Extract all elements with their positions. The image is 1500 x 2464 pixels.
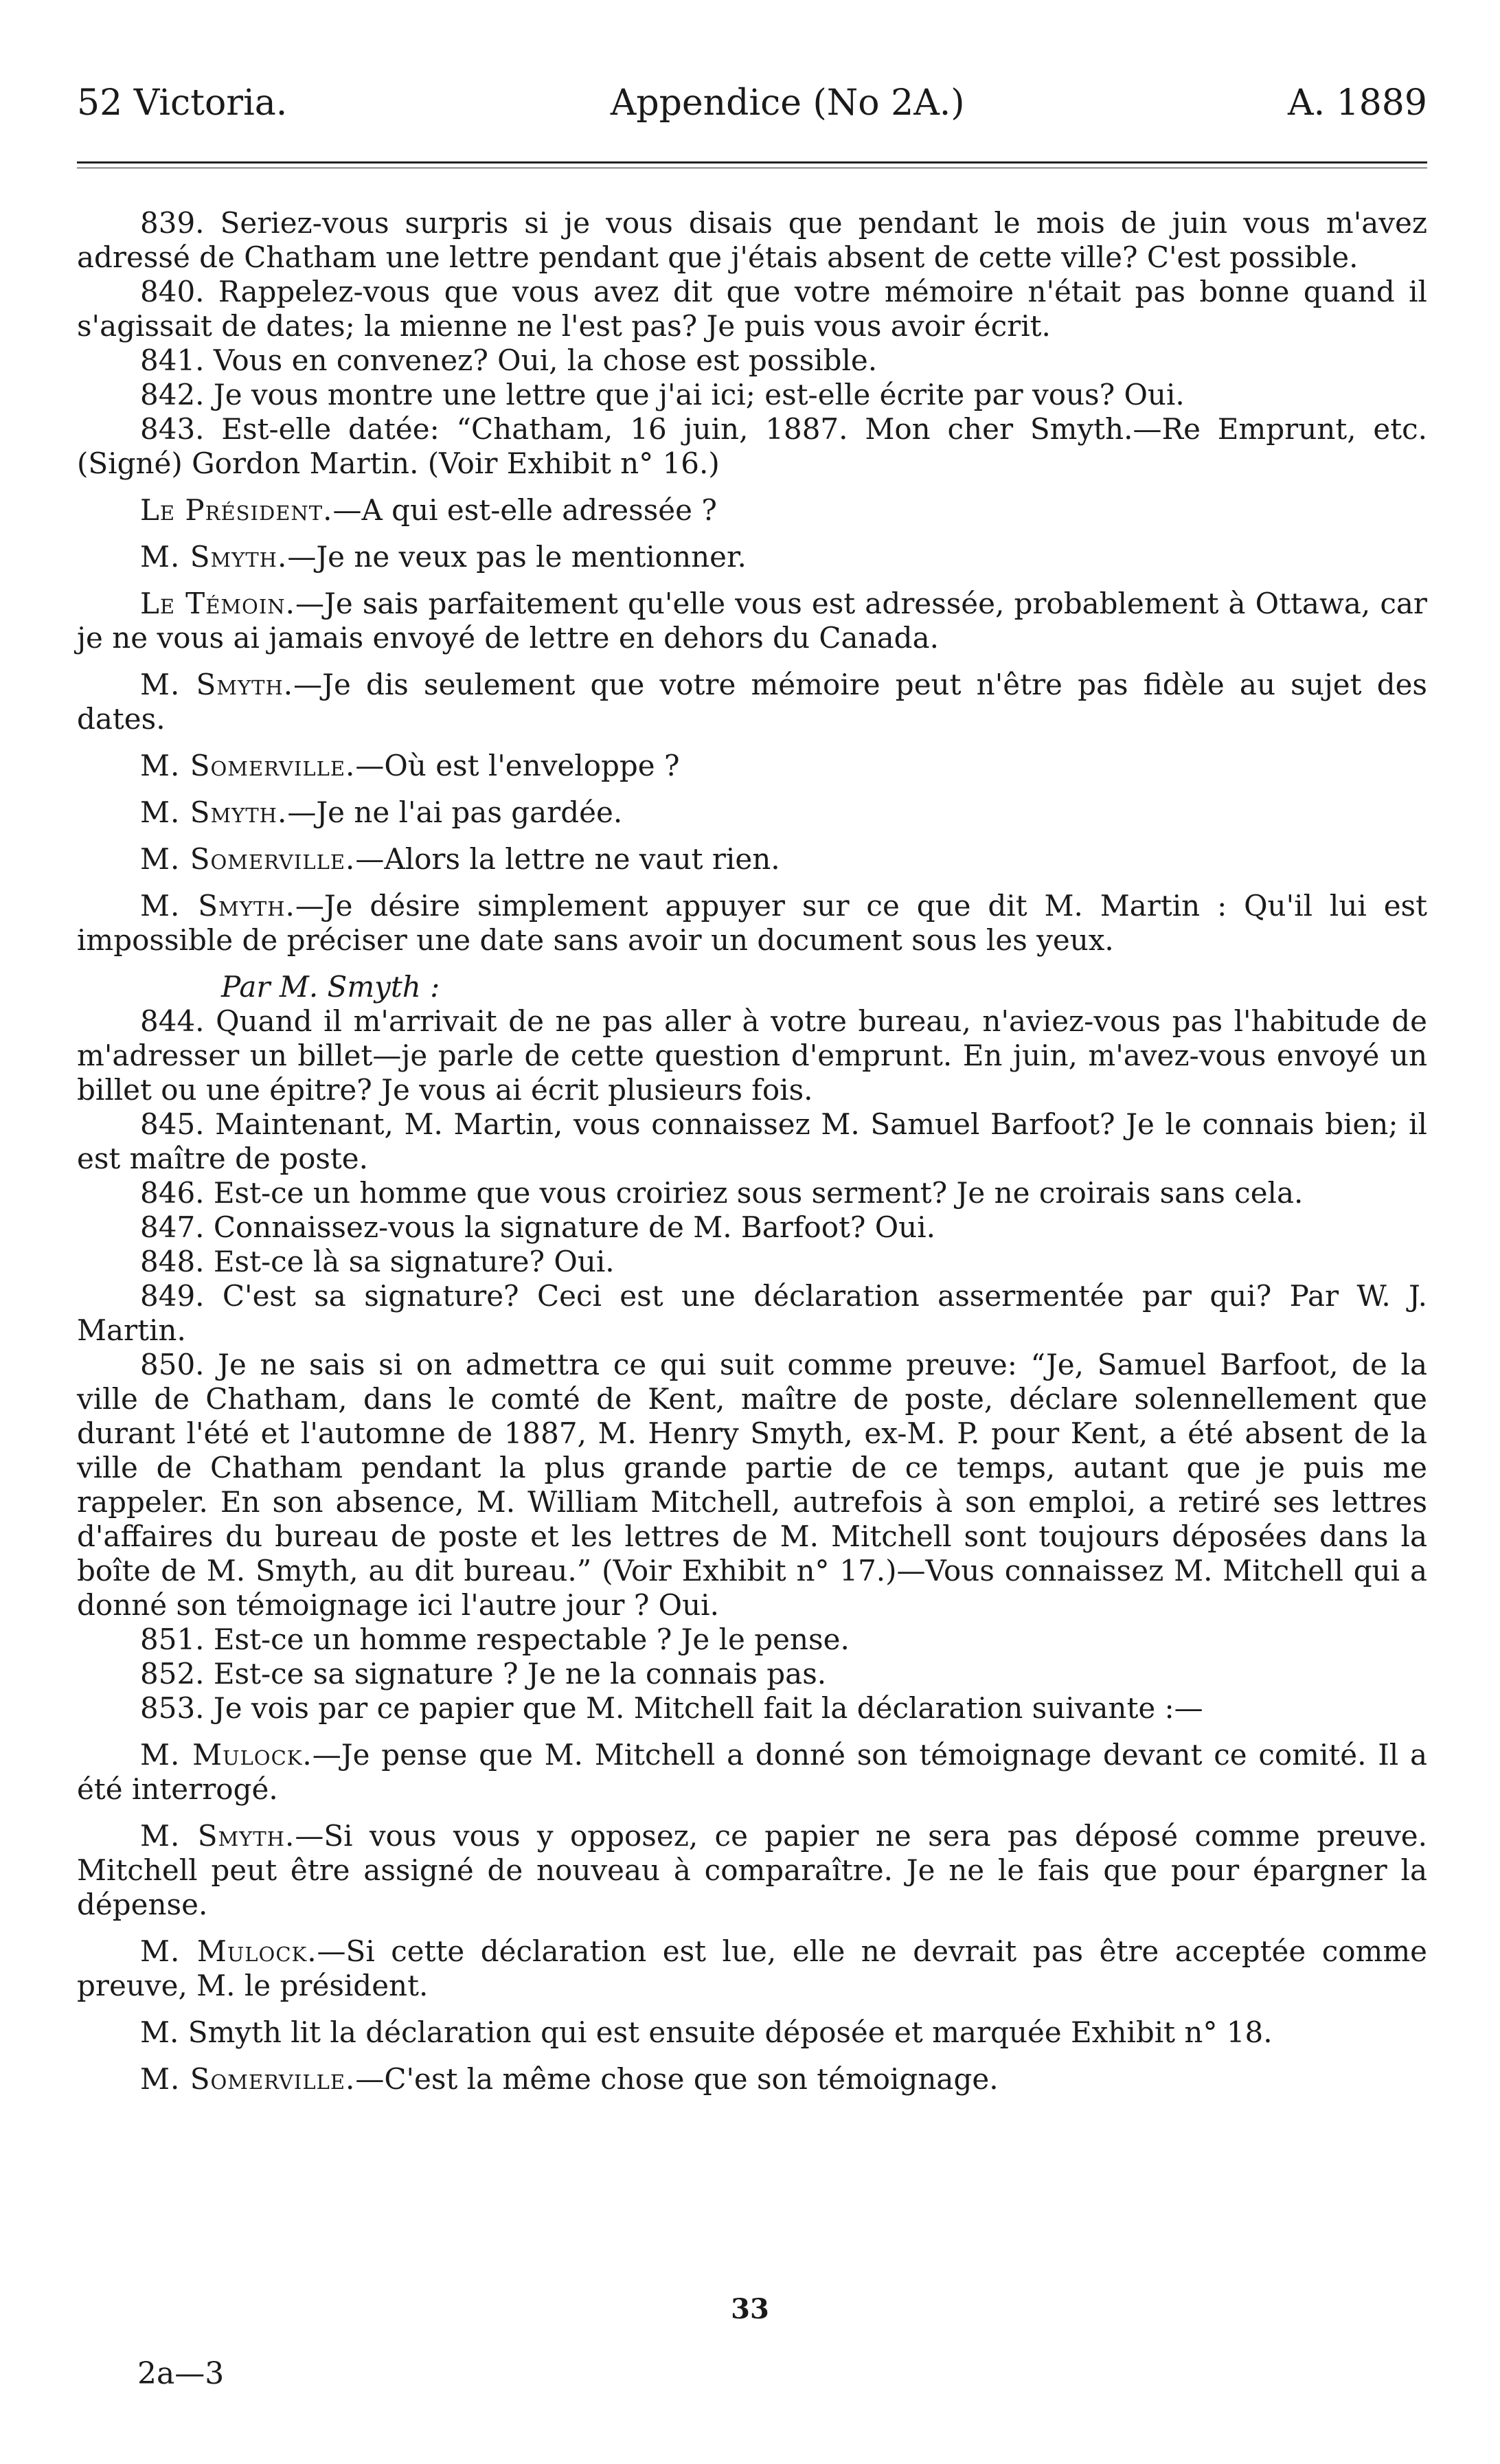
examiner-heading: Par M. Smyth : — [221, 970, 440, 1004]
question-answer: 843. Est-elle datée: “Chatham, 16 juin, 1887. Mon cher Smyth.—Re Emprunt, etc. (Signé) Gordon Martin. (Voir Exhibit n° 16.) — [77, 412, 1427, 480]
speaker-remark — [77, 2015, 1427, 2050]
speaker-name: M. Smyth. — [140, 1819, 295, 1853]
question-answer: 851. Est-ce un homme respectable ? Je le pense. — [140, 1623, 850, 1656]
speaker-remark — [77, 1934, 1427, 2003]
question-answer: 844. Quand il m'arrivait de ne pas aller à votre bureau, n'aviez-vous pas l'habitude de m'adresser un billet—je parle de cette question d'emprunt. En juin, m'avez-vous envoyé un billet ou une épitre? Je vous ai écrit plusieurs fois. — [77, 1004, 1427, 1107]
question-answer: 840. Rappelez-vous que vous avez dit que votre mémoire n'était pas bonne quand il s'agissait de dates; la mienne ne l'est pas? Je puis vous avoir écrit. — [77, 275, 1427, 343]
remark-text: —A qui est-elle adressée ? — [332, 493, 717, 527]
question-answer: 848. Est-ce là sa signature? Oui. — [140, 1245, 615, 1278]
signature-mark: 2a—3 — [137, 2356, 225, 2391]
speaker-remark — [77, 749, 1427, 783]
header-right: A. 1889 — [1288, 82, 1427, 124]
speaker-remark — [77, 2062, 1427, 2096]
speaker-remark — [77, 795, 1427, 830]
speaker-remark — [77, 889, 1427, 958]
remark-text: —Je sais parfaitement qu'elle vous est adressée, probablement à Ottawa, car je ne vous ai jamais envoyé de lettre en dehors du Canada. — [77, 587, 1427, 655]
document-body — [77, 206, 1427, 2096]
speaker-remark — [77, 540, 1427, 574]
question-answer: 845. Maintenant, M. Martin, vous connaissez M. Samuel Barfoot? Je le connais bien; il est maître de poste. — [77, 1107, 1427, 1175]
question-answer: 839. Seriez-vous surpris si je vous disais que pendant le mois de juin vous m'avez adressé de Chatham une lettre pendant que j'étais absent de cette ville? C'est possible. — [77, 206, 1427, 274]
remark-text: M. Smyth lit la déclaration qui est ensuite déposée et marquée Exhibit n° 18. — [140, 2015, 1273, 2049]
speaker-name: M. Smyth. — [140, 540, 288, 574]
question-answer: 842. Je vous montre une lettre que j'ai ici; est-elle écrite par vous? Oui. — [140, 378, 1185, 411]
header-center: Appendice (No 2A.) — [610, 82, 965, 124]
page-number: 33 — [731, 2293, 769, 2325]
speaker-remark — [77, 1738, 1427, 1807]
remark-text: —Je dis seulement que votre mémoire peut n'être pas fidèle au sujet des dates. — [77, 668, 1427, 736]
question-answer: 850. Je ne sais si on admettra ce qui suit comme preuve: “Je, Samuel Barfoot, de la ville de Chatham, dans le comté de Kent, maître de poste, déclare solennellement que durant l'été et l'automne de 1887, M. Henry Smyth, ex-M. P. pour Kent, a été absent de la ville de Chatham pendant la plus grande partie de ce temps, autant que je puis me rappeler. En son absence, M. William Mitchell, autrefois à son emploi, a retiré ses lettres d'affaires du bureau de poste et les lettres de M. Mitchell sont toujours déposées dans la boîte de M. Smyth, au dit bureau.” (Voir Exhibit n° 17.)—Vous connaissez M. Mitchell qui a donné son témoignage ici l'autre jour ? Oui. — [77, 1348, 1427, 1622]
speaker-remark — [77, 842, 1427, 877]
speaker-name: M. Mulock. — [140, 1934, 317, 1968]
speaker-name: M. Mulock. — [140, 1738, 312, 1772]
question-answer: 853. Je vois par ce papier que M. Mitchell fait la déclaration suivante :— — [140, 1691, 1203, 1725]
speaker-name: M. Smyth. — [140, 889, 295, 923]
remark-text: —Je pense que M. Mitchell a donné son témoignage devant ce comité. Il a été interrogé. — [77, 1738, 1428, 1806]
speaker-name: M. Somerville. — [140, 749, 356, 782]
remark-text: —Où est l'enveloppe ? — [355, 749, 680, 782]
question-answer: 852. Est-ce sa signature ? Je ne la connais pas. — [140, 1657, 827, 1691]
remark-text: —C'est la même chose que son témoignage. — [355, 2062, 999, 2096]
speaker-name: Le Témoin. — [140, 587, 296, 620]
speaker-name: Le Président. — [140, 493, 333, 527]
speaker-name: M. Smyth. — [140, 795, 288, 829]
speaker-remark — [77, 587, 1427, 655]
question-answer: 846. Est-ce un homme que vous croiriez sous serment? Je ne croirais sans cela. — [140, 1176, 1304, 1210]
remark-text: —Je ne l'ai pas gardée. — [287, 795, 623, 829]
remark-text: —Si vous vous y opposez, ce papier ne sera pas déposé comme preuve. Mitchell peut être assigné de nouveau à comparaître. Je ne le fais que pour épargner la dépense. — [77, 1819, 1427, 1921]
header-rule-thick — [77, 161, 1427, 163]
speaker-remark — [77, 493, 1427, 528]
speaker-name: M. Somerville. — [140, 842, 356, 876]
remark-text: —Si cette déclaration est lue, elle ne devrait pas être acceptée comme preuve, M. le président. — [77, 1934, 1428, 2002]
header-left: 52 Victoria. — [77, 82, 288, 124]
speaker-name: M. Smyth. — [140, 668, 294, 701]
speaker-remark — [77, 668, 1427, 736]
speaker-remark — [77, 1819, 1427, 1922]
remark-text: —Alors la lettre ne vaut rien. — [355, 842, 780, 876]
remark-text: —Je désire simplement appuyer sur ce que dit M. Martin : Qu'il lui est impossible de préciser une date sans avoir un document sous les yeux. — [77, 889, 1427, 957]
running-header — [77, 82, 1427, 124]
speaker-name: M. Somerville. — [140, 2062, 356, 2096]
question-answer: 841. Vous en convenez? Oui, la chose est possible. — [140, 343, 878, 377]
question-answer: 849. C'est sa signature? Ceci est une déclaration assermentée par qui? Par W. J. Martin. — [77, 1279, 1427, 1347]
remark-text: —Je ne veux pas le mentionner. — [287, 540, 747, 574]
question-answer: 847. Connaissez-vous la signature de M. Barfoot? Oui. — [140, 1210, 936, 1244]
